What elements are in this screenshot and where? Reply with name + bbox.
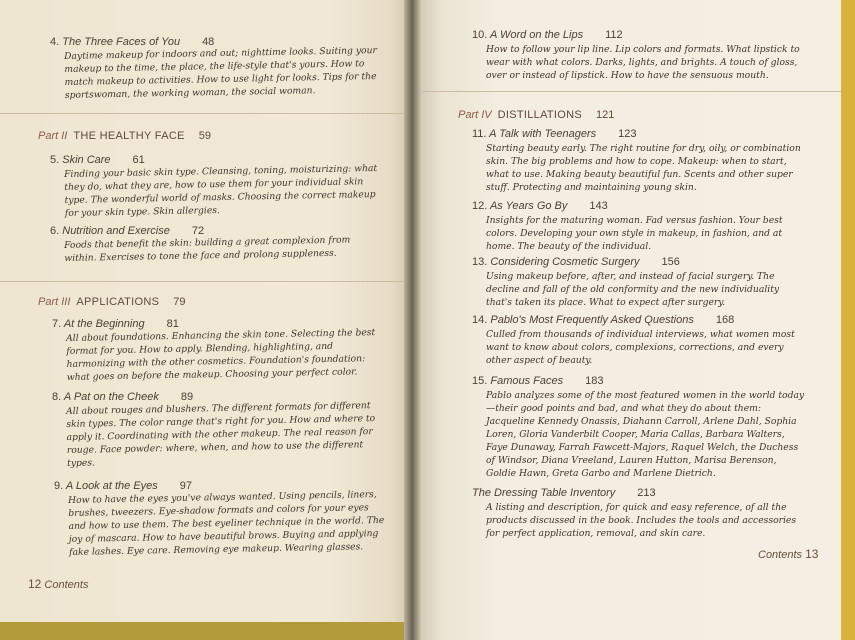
chapter-number: 11. xyxy=(472,128,487,140)
toc-entry xyxy=(472,375,806,480)
chapter-title: A Word on the Lips xyxy=(489,29,584,41)
part-title: APPLICATIONS xyxy=(76,296,160,308)
toc-entry xyxy=(54,480,386,559)
divider xyxy=(416,91,841,92)
part-title: DISTILLATIONS xyxy=(497,109,583,121)
page-number: 112 xyxy=(605,29,623,41)
toc-entry xyxy=(52,318,384,384)
chapter-title: The Dressing Table Inventory xyxy=(472,487,616,499)
chapter-title: Pablo's Most Frequently Asked Questions xyxy=(490,314,694,326)
entry-heading xyxy=(472,375,806,387)
page-number: 156 xyxy=(661,256,680,268)
chapter-description: Culled from thousands of individual interviews, what women most want to know about colors, complexions, corrections, and every other aspect of beauty. xyxy=(486,329,795,366)
chapter-description: Daytime makeup for indoors and out; nighttime looks. Suiting your makeup to the time, the place, the life-style that's yours. How to match makeup to activities. How to use light for looks. Tips for the sportswoman, the working woman, the social woman. xyxy=(64,44,377,101)
toc-entry xyxy=(50,36,382,102)
page-folio xyxy=(758,547,818,561)
chapter-description: Foods that benefit the skin: building a great complexion from within. Exercises to tone the face and prolong suppleness. xyxy=(64,234,351,264)
part-label: Part II xyxy=(38,130,68,142)
chapter-description: Using makeup before, after, and instead of facial surgery. The decline and fall of the old conformity and the new individuality that's taken its place. What to expect after surgery. xyxy=(486,271,780,308)
chapter-description: How to have the eyes you've always wanted. Using pencils, liners, brushes, tweezers. Eye-shadow formats and colors for your eyes and how to use them. The best eyeliner technique in the world. The joy of mascara. How to have beautiful brows. Buying and applying fake lashes. Eye care. Removing eye makeup. Wearing glasses. xyxy=(68,489,385,558)
chapter-number: 4. xyxy=(50,36,60,48)
chapter-title: A Pat on the Cheek xyxy=(63,391,159,403)
folio-label: Contents xyxy=(758,549,803,561)
chapter-number: 14. xyxy=(472,314,488,326)
page-number: 79 xyxy=(173,296,186,308)
toc-entry xyxy=(50,154,382,220)
entry-heading xyxy=(472,29,806,41)
part-title: THE HEALTHY FACE xyxy=(73,130,185,142)
page-number: 59 xyxy=(198,130,211,142)
folio-number: 13 xyxy=(805,547,819,561)
left-page xyxy=(0,0,412,622)
toc-entry xyxy=(472,487,806,540)
page-folio xyxy=(28,577,88,591)
chapter-title: Nutrition and Exercise xyxy=(62,225,170,237)
chapter-number: 13. xyxy=(472,256,488,268)
page-number: 143 xyxy=(589,200,608,212)
page-number: 48 xyxy=(202,36,215,48)
entry-heading xyxy=(472,128,806,140)
page-number: 89 xyxy=(180,391,194,403)
toc-entry xyxy=(472,200,806,253)
chapter-title: Famous Faces xyxy=(490,375,564,387)
page-number: 97 xyxy=(179,480,193,492)
toc-entry xyxy=(472,128,806,194)
chapter-title: The Three Faces of You xyxy=(62,36,181,48)
page-number: 123 xyxy=(618,128,637,140)
folio-number: 12 xyxy=(28,577,42,591)
chapter-number: 7. xyxy=(52,318,62,330)
chapter-description: Pablo analyzes some of the most featured women in the world today—their good points and bad, and what they do about them: Jacqueline Kennedy Onassis, Diahann Carroll, Arlene Dahl, Sophia Loren, Gloria Vanderbilt Cooper, Maria Callas, Barbara Walters, Faye Dunaway, Farrah Fawcett-Majors, Raquel Welch, the Duchess of Windsor, Diana Vreeland, Lauren Hutton, Marisa Berenson, Goldie Hawn, Greta Garbo and Marlene Dietrich. xyxy=(486,390,805,479)
part-label: Part III xyxy=(38,296,71,308)
entry-heading xyxy=(472,314,806,326)
divider xyxy=(0,281,412,282)
chapter-number: 10. xyxy=(472,29,488,41)
divider xyxy=(0,113,412,114)
chapter-description: A listing and description, for quick and easy reference, of all the products discussed in the book. Includes the tools and accessories for perfect application, removal, and skin care. xyxy=(486,502,797,539)
chapter-description: How to follow your lip line. Lip colors and formats. What lipstick to wear with what colors. Darks, lights, and brights. A touch of gloss, over or instead of lipstick. How to have the sensuous mouth. xyxy=(486,44,800,81)
page-number: 213 xyxy=(637,487,656,499)
part-heading xyxy=(38,296,186,308)
chapter-title: At the Beginning xyxy=(63,318,145,330)
chapter-description: All about foundations. Enhancing the skin tone. Selecting the best format for you. How to apply. Blending, highlighting, and harmonizing with the other cosmetics. Foundation's foundation: what goes on before the makeup. Choosing your perfect color. xyxy=(66,327,376,383)
chapter-description: All about rouges and blushers. The different formats for different skin types. The color range that's right for you. How and where to apply it. Coordinating with the other makeup. The real reason for rouge. Face powder: where, when, and how to use the different types. xyxy=(66,400,376,469)
part-heading xyxy=(458,109,614,121)
chapter-number: 5. xyxy=(50,154,60,166)
chapter-description: Starting beauty early. The right routine for dry, oily, or combination skin. The big problems and how to cope. Makeup: when to start, what to use. Making beauty beautiful fun. Scents and other super stuff. Protecting and maintaining young skin. xyxy=(486,143,801,193)
chapter-title: A Talk with Teenagers xyxy=(489,128,597,140)
page-number: 183 xyxy=(585,375,604,387)
chapter-title: Considering Cosmetic Surgery xyxy=(490,256,640,268)
part-heading xyxy=(38,130,211,142)
chapter-number: 15. xyxy=(472,375,488,387)
chapter-number: 6. xyxy=(50,225,60,237)
chapter-description: Finding your basic skin type. Cleansing, toning, moisturizing: what they do, what they are, how to use them for your individual skin type. The wonderful world of masks. Choosing the correct makeup for your skin type. Skin allergies. xyxy=(64,162,378,219)
toc-entry xyxy=(472,314,806,367)
chapter-number: 8. xyxy=(52,391,62,403)
toc-entry xyxy=(50,225,382,265)
part-label: Part IV xyxy=(458,109,492,121)
page-number: 72 xyxy=(191,225,205,237)
chapter-title: As Years Go By xyxy=(489,200,568,212)
right-page xyxy=(416,0,841,640)
chapter-title: A Look at the Eyes xyxy=(65,480,158,492)
entry-heading xyxy=(472,487,806,499)
book-gutter xyxy=(404,0,422,640)
page-number: 121 xyxy=(596,109,615,121)
chapter-number: 9. xyxy=(54,480,64,492)
page-number: 168 xyxy=(715,314,735,326)
chapter-title: Skin Care xyxy=(62,154,111,166)
folio-label: Contents xyxy=(44,579,89,591)
entry-heading xyxy=(472,256,806,268)
chapter-description: Insights for the maturing woman. Fad versus fashion. Your best colors. Developing your own style in makeup, in fashion, and at home. The beauty of the individual. xyxy=(486,215,783,252)
entry-heading xyxy=(472,200,806,212)
page-number: 81 xyxy=(166,318,179,330)
page-number: 61 xyxy=(132,154,145,166)
chapter-number: 12. xyxy=(472,200,488,212)
toc-entry xyxy=(52,391,384,470)
toc-entry xyxy=(472,256,806,309)
toc-entry xyxy=(472,29,806,82)
